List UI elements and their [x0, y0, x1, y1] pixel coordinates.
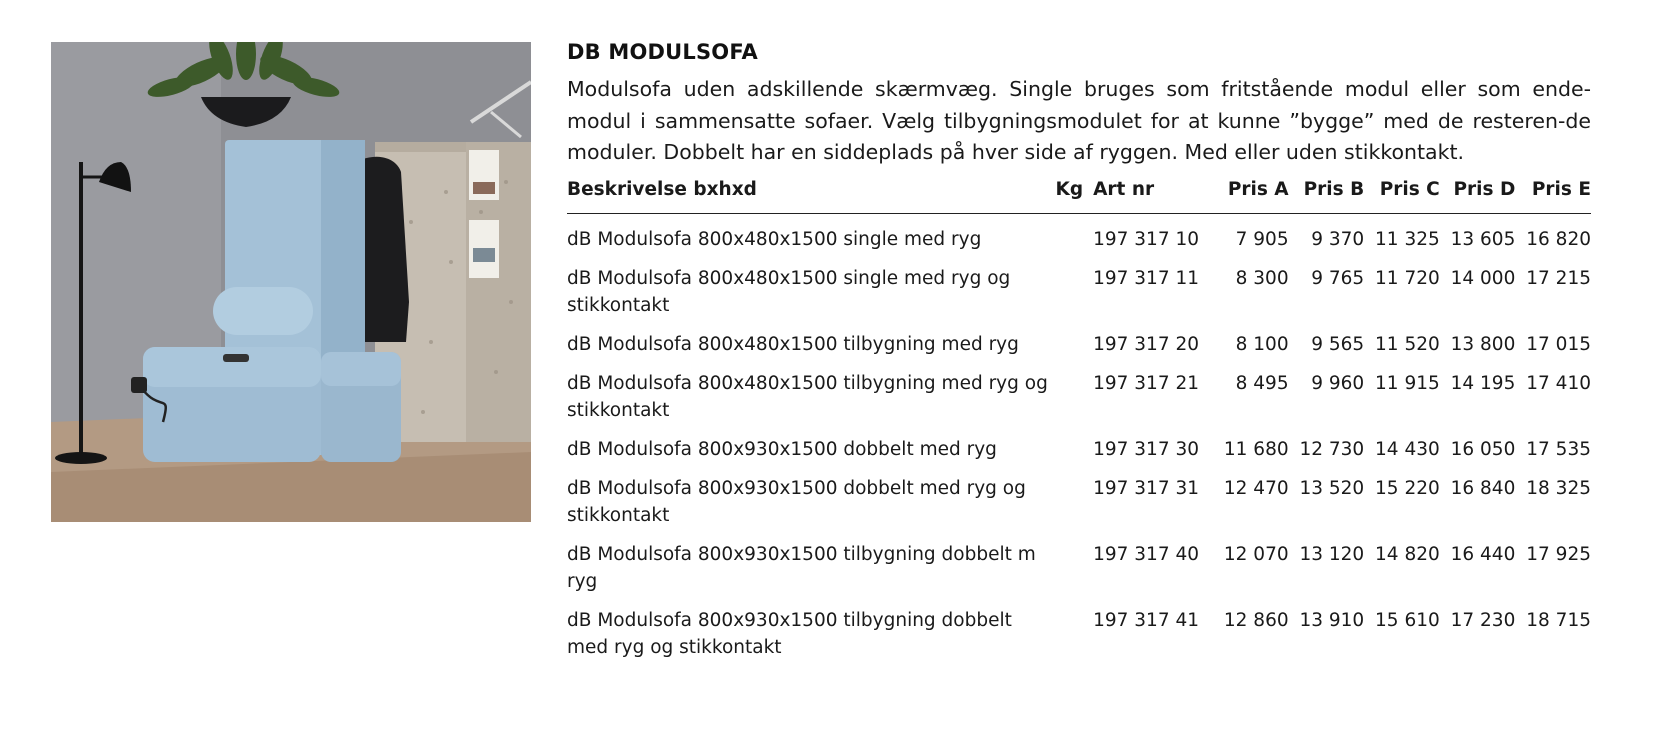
table-header-row	[567, 175, 1591, 214]
cell-price-c: 11 520	[1375, 333, 1440, 355]
price-table	[567, 175, 1591, 673]
cell-kg	[1051, 370, 1093, 436]
cell-price-c: 15 220	[1375, 477, 1440, 499]
cell-description: dB Modulsofa 800x930x1500 tilbygning dobbelt m ryg	[567, 543, 1036, 592]
cell-art-nr: 197 317 30	[1093, 438, 1200, 460]
cell-art-nr: 197 317 41	[1093, 609, 1200, 631]
header-price-c: Pris C	[1364, 175, 1440, 214]
product-photo-sofa-icon	[51, 42, 531, 522]
table-row	[567, 541, 1591, 607]
cell-price-e: 16 820	[1526, 228, 1591, 250]
cell-art-nr: 197 317 40	[1093, 543, 1200, 565]
cell-art-nr: 197 317 20	[1093, 333, 1200, 355]
table-row	[567, 475, 1591, 541]
cell-price-d: 16 840	[1450, 477, 1516, 499]
cell-price-b: 13 120	[1299, 543, 1365, 565]
cell-kg	[1051, 541, 1093, 607]
cell-price-c: 11 325	[1375, 228, 1440, 250]
cell-kg	[1051, 607, 1093, 673]
cell-art-nr: 197 317 11	[1093, 267, 1200, 289]
cell-description: dB Modulsofa 800x480x1500 single med ryg	[567, 228, 982, 250]
header-description: Beskrivelse bxhxd	[567, 175, 1051, 214]
cell-art-nr: 197 317 10	[1093, 228, 1200, 250]
cell-art-nr: 197 317 31	[1093, 477, 1200, 499]
cell-price-b: 9 370	[1311, 228, 1365, 250]
cell-price-a: 7 905	[1235, 228, 1289, 250]
table-row	[567, 213, 1591, 265]
header-kg: Kg	[1051, 175, 1093, 214]
table-row	[567, 436, 1591, 475]
cell-price-d: 14 000	[1450, 267, 1516, 289]
header-price-b: Pris B	[1289, 175, 1365, 214]
cell-price-e: 17 410	[1526, 372, 1591, 394]
cell-price-a: 8 300	[1235, 267, 1289, 289]
cell-price-d: 14 195	[1450, 372, 1516, 394]
cell-description: dB Modulsofa 800x930x1500 tilbygning dobbelt med ryg og stikkontakt	[567, 609, 1012, 658]
cell-price-a: 12 070	[1223, 543, 1289, 565]
cell-art-nr: 197 317 21	[1093, 372, 1200, 394]
product-title: DB MODULSOFA	[567, 40, 758, 64]
table-row	[567, 607, 1591, 673]
header-price-a: Pris A	[1212, 175, 1289, 214]
cell-kg	[1051, 265, 1093, 331]
cell-price-b: 9 765	[1311, 267, 1365, 289]
cell-price-d: 16 050	[1450, 438, 1516, 460]
cell-price-e: 17 015	[1526, 333, 1591, 355]
cell-price-a: 12 860	[1223, 609, 1289, 631]
cell-price-d: 17 230	[1450, 609, 1516, 631]
cell-price-e: 17 925	[1526, 543, 1591, 565]
product-photo	[51, 42, 531, 522]
table-row	[567, 265, 1591, 331]
cell-price-b: 9 960	[1311, 372, 1365, 394]
cell-description: dB Modulsofa 800x930x1500 dobbelt med ryg	[567, 438, 997, 460]
cell-description: dB Modulsofa 800x480x1500 tilbygning med ryg og stikkontakt	[567, 372, 1048, 421]
cell-description: dB Modulsofa 800x930x1500 dobbelt med ryg og stikkontakt	[567, 477, 1026, 526]
cell-kg	[1051, 475, 1093, 541]
header-art-nr: Art nr	[1093, 175, 1212, 214]
table-row	[567, 370, 1591, 436]
header-price-e: Pris E	[1515, 175, 1591, 214]
cell-kg	[1051, 436, 1093, 475]
cell-price-e: 17 215	[1526, 267, 1591, 289]
cell-description: dB Modulsofa 800x480x1500 single med ryg og stikkontakt	[567, 267, 1011, 316]
cell-description: dB Modulsofa 800x480x1500 tilbygning med ryg	[567, 333, 1019, 355]
cell-price-b: 12 730	[1299, 438, 1365, 460]
cell-price-c: 11 720	[1375, 267, 1440, 289]
cell-price-c: 15 610	[1375, 609, 1440, 631]
cell-price-b: 13 520	[1299, 477, 1365, 499]
cell-price-c: 14 430	[1375, 438, 1440, 460]
cell-price-c: 11 915	[1375, 372, 1440, 394]
cell-kg	[1051, 213, 1093, 265]
table-row	[567, 331, 1591, 370]
cell-price-a: 8 495	[1235, 372, 1289, 394]
cell-price-d: 13 800	[1450, 333, 1516, 355]
cell-price-a: 12 470	[1223, 477, 1289, 499]
cell-price-c: 14 820	[1375, 543, 1440, 565]
cell-price-b: 9 565	[1311, 333, 1365, 355]
cell-price-a: 11 680	[1223, 438, 1289, 460]
cell-price-d: 16 440	[1450, 543, 1516, 565]
product-info	[567, 36, 1591, 673]
cell-kg	[1051, 331, 1093, 370]
cell-price-b: 13 910	[1299, 609, 1365, 631]
cell-price-d: 13 605	[1450, 228, 1516, 250]
cell-price-e: 18 325	[1526, 477, 1591, 499]
product-description: Modulsofa uden adskillende skærmvæg. Single bruges som fritstående modul eller som ende-modul i sammensatte sofaer. Vælg tilbygningsmodulet for at kunne ”bygge” med de resteren-de moduler. Dobbelt har en siddeplads på hver side af ryggen. Med eller uden stikkontakt.	[567, 77, 1591, 164]
cell-price-e: 17 535	[1526, 438, 1591, 460]
cell-price-e: 18 715	[1526, 609, 1591, 631]
cell-price-a: 8 100	[1235, 333, 1289, 355]
header-price-d: Pris D	[1440, 175, 1516, 214]
